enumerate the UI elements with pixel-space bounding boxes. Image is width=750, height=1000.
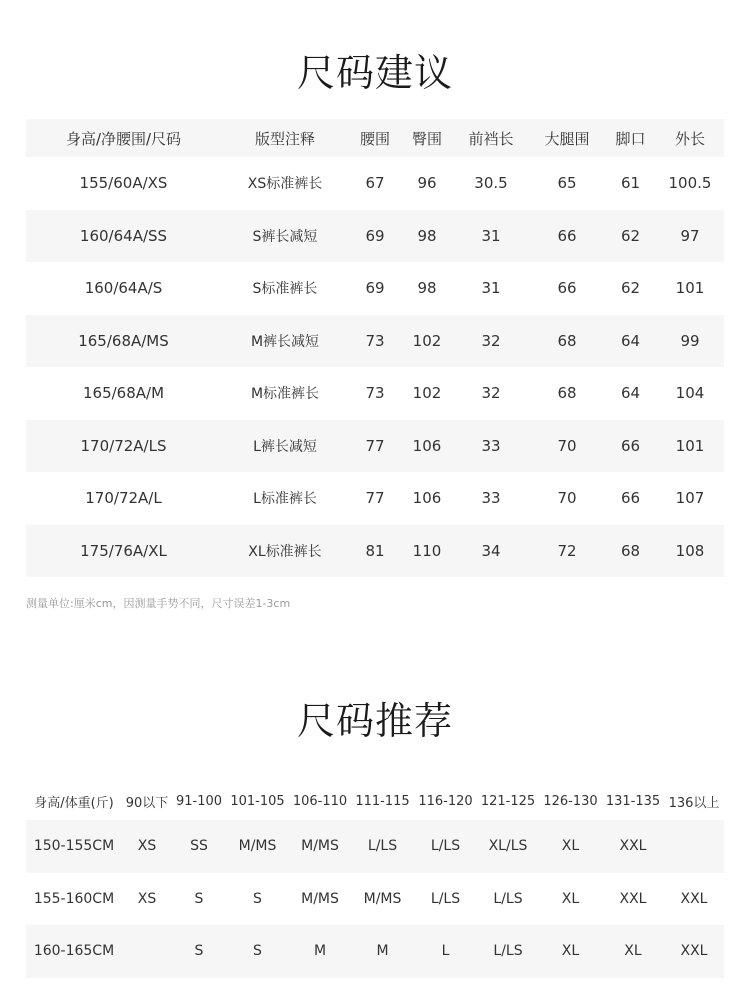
table-cell: L标准裤长 — [253, 491, 317, 508]
table-cell: 106 — [412, 436, 442, 455]
table-cell: 107 — [675, 489, 705, 508]
column-header: 外长 — [674, 129, 705, 148]
table-cell — [664, 820, 724, 873]
table-cell: 68 — [557, 331, 577, 350]
table-cell: XXL — [680, 943, 708, 960]
table-cell: M — [376, 943, 389, 960]
column-header: 121-125 — [480, 793, 536, 809]
table-cell: 66 — [620, 489, 641, 508]
size-recommendation-table — [26, 782, 724, 978]
table-cell: 160-165CM — [33, 943, 115, 960]
table-cell: 155-160CM — [33, 890, 115, 907]
table-cell: 101 — [675, 279, 705, 298]
table-cell: M标准裤长 — [250, 386, 320, 403]
table-cell: 70 — [557, 489, 577, 508]
column-header: 脚口 — [615, 129, 646, 148]
table-cell: 66 — [557, 226, 577, 245]
table-cell: S — [253, 943, 262, 960]
table-cell: 104 — [675, 384, 705, 403]
table-cell: XL — [561, 890, 580, 907]
table-cell: 99 — [680, 331, 700, 350]
table-cell: 81 — [365, 541, 385, 560]
table-cell: M/MS — [363, 890, 402, 907]
table-cell: 33 — [481, 436, 501, 455]
table-row — [26, 820, 724, 873]
table-cell: 32 — [481, 384, 501, 403]
table-cell: XXL — [680, 890, 708, 907]
table-cell: XS — [137, 890, 157, 907]
table-cell: 62 — [620, 279, 641, 298]
table-cell: M裤长减短 — [250, 333, 320, 350]
table-cell: 101 — [675, 436, 705, 455]
table-cell: 106 — [412, 489, 442, 508]
table-cell: XS标准裤长 — [247, 176, 323, 193]
table-cell: 96 — [417, 174, 437, 193]
table-cell: 34 — [481, 541, 501, 560]
size-recommendation-title: 尺码推荐 — [296, 699, 453, 743]
table-cell: 31 — [481, 226, 501, 245]
column-header: 身高/净腰围/尺码 — [65, 129, 182, 148]
table-cell: XL — [624, 943, 642, 960]
column-header: 身高/体重(斤) — [34, 795, 114, 811]
table-cell: 61 — [620, 174, 641, 193]
table-cell: L/LS — [493, 890, 523, 907]
table-cell: XL/LS — [488, 838, 528, 855]
table-cell: 98 — [417, 226, 437, 245]
table-cell: 160/64A/SS — [79, 226, 168, 245]
table-cell: 160/64A/S — [84, 279, 163, 298]
table-cell: L/LS — [493, 943, 523, 960]
measurement-footnote: 测量单位:厘米cm，因测量手势不同，尺寸误差1-3cm — [26, 597, 291, 610]
column-header: 90以下 — [125, 795, 169, 811]
table-cell — [122, 925, 172, 978]
table-row — [26, 315, 724, 368]
column-header: 大腿围 — [544, 129, 590, 148]
table-cell: 155/60A/XS — [79, 174, 168, 193]
table-cell: 97 — [680, 226, 700, 245]
table-cell: 170/72A/LS — [80, 436, 167, 455]
table-cell: 30.5 — [474, 174, 508, 193]
column-header: 116-120 — [418, 793, 473, 809]
column-header: 131-135 — [605, 793, 661, 809]
table-cell: 67 — [365, 174, 385, 193]
table-cell: S — [253, 890, 262, 907]
table-cell: 102 — [412, 331, 442, 350]
table-cell: 68 — [557, 384, 577, 403]
table-cell: M/MS — [301, 890, 339, 907]
table-cell: 100.5 — [668, 174, 712, 193]
table-row — [26, 925, 724, 978]
column-header: 106-110 — [292, 793, 348, 809]
table-cell: 65 — [557, 174, 577, 193]
table-row — [26, 157, 724, 210]
column-header: 101-105 — [230, 793, 285, 809]
table-cell: 98 — [417, 279, 437, 298]
table-row — [26, 210, 724, 263]
table-cell: M — [313, 943, 327, 960]
table-header-row — [26, 782, 724, 820]
table-cell: XXL — [619, 890, 647, 907]
table-cell: 150-155CM — [33, 838, 115, 855]
table-cell: 64 — [620, 384, 641, 403]
table-header-row — [26, 119, 724, 157]
table-cell: 77 — [365, 436, 385, 455]
table-cell: 170/72A/L — [85, 489, 162, 508]
table-cell: 72 — [557, 541, 577, 560]
size-suggestion-table — [26, 119, 724, 577]
table-row — [26, 420, 724, 473]
table-cell: 165/68A/MS — [78, 331, 169, 350]
column-header: 111-115 — [355, 793, 410, 809]
column-header: 136以上 — [668, 795, 720, 811]
column-header: 臀围 — [411, 129, 442, 148]
column-header: 91-100 — [175, 793, 223, 809]
table-cell: L/LS — [430, 838, 461, 855]
table-cell: 33 — [481, 489, 501, 508]
table-row — [26, 525, 724, 578]
table-cell: M/MS — [238, 838, 277, 855]
table-cell: 64 — [620, 331, 641, 350]
table-row — [26, 472, 724, 525]
table-cell: 66 — [557, 279, 577, 298]
size-suggestion-title: 尺码建议 — [296, 51, 453, 95]
table-cell: 165/68A/M — [82, 384, 165, 403]
column-header: 腰围 — [359, 129, 390, 148]
table-cell: XL — [561, 838, 580, 855]
table-cell: 66 — [620, 436, 641, 455]
table-cell: S裤长减短 — [252, 228, 318, 245]
table-cell: XL标准裤长 — [248, 543, 322, 560]
table-cell: SS — [190, 838, 208, 855]
table-cell: 102 — [412, 384, 442, 403]
table-cell: 70 — [557, 436, 577, 455]
table-cell: 108 — [675, 541, 705, 560]
column-header: 前裆长 — [468, 129, 514, 148]
table-cell: S标准裤长 — [252, 281, 318, 298]
table-row — [26, 367, 724, 420]
table-cell: 62 — [620, 226, 641, 245]
table-cell: 73 — [365, 384, 385, 403]
table-cell: 68 — [620, 541, 641, 560]
table-cell: L/LS — [367, 838, 398, 855]
table-cell: L — [441, 943, 450, 960]
table-cell: XS — [137, 838, 157, 855]
table-cell: S — [194, 890, 204, 907]
table-cell: M/MS — [301, 838, 339, 855]
table-cell: 73 — [365, 331, 385, 350]
table-row — [26, 873, 724, 926]
table-cell: XXL — [619, 838, 647, 855]
table-cell: 69 — [365, 279, 385, 298]
table-cell: L/LS — [430, 890, 461, 907]
table-row — [26, 262, 724, 315]
table-cell: 175/76A/XL — [80, 541, 167, 560]
table-cell: 110 — [412, 541, 442, 560]
table-cell: 77 — [365, 489, 385, 508]
table-cell: 69 — [365, 226, 385, 245]
table-cell: L裤长减短 — [253, 438, 317, 455]
column-header: 126-130 — [543, 793, 598, 809]
column-header: 版型注释 — [254, 129, 315, 148]
table-cell: S — [194, 943, 204, 960]
table-cell: 32 — [481, 331, 501, 350]
table-cell: 31 — [481, 279, 501, 298]
table-cell: XL — [561, 943, 580, 960]
